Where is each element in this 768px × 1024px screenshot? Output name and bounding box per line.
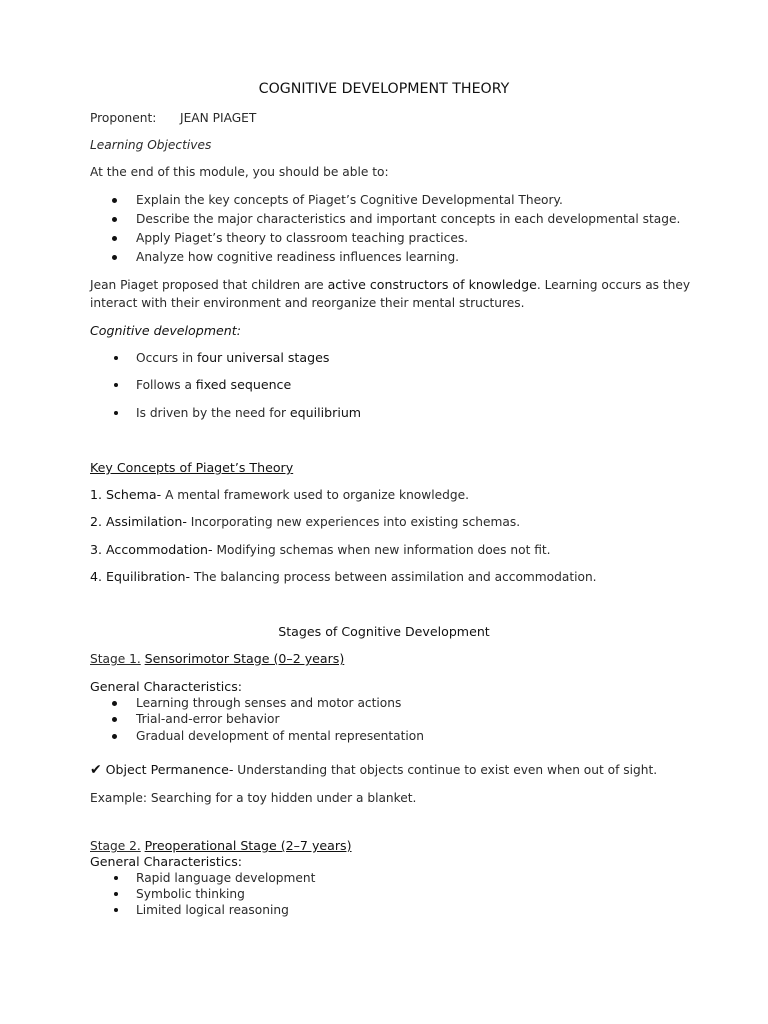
bullet-icon bbox=[114, 876, 118, 880]
stage-2-prefix: Stage 2. bbox=[90, 839, 141, 853]
bullet-icon bbox=[112, 236, 117, 241]
objective-item: Explain the key concepts of Piaget’s Cognitive Developmental Theory. bbox=[136, 193, 563, 207]
key-concept-item: 2. Assimilation- Incorporating new experiences into existing schemas. bbox=[90, 514, 521, 529]
stage-1-heading bbox=[90, 651, 344, 667]
object-permanence-term: Object Permanence- bbox=[105, 762, 234, 777]
stage-1-characteristics-label: General Characteristics: bbox=[90, 679, 243, 694]
stage-1-item: Gradual development of mental representation bbox=[136, 729, 424, 743]
intro-text: Jean Piaget proposed that children are bbox=[90, 278, 328, 292]
document-title: COGNITIVE DEVELOPMENT THEORY bbox=[258, 81, 510, 97]
bullet-icon bbox=[112, 198, 117, 203]
bullet-icon bbox=[112, 717, 117, 722]
key-concepts-heading: Key Concepts of Piaget’s Theory bbox=[90, 460, 294, 475]
stage-2-characteristics-label: General Characteristics: bbox=[90, 854, 243, 869]
cognitive-development-heading: Cognitive development: bbox=[90, 323, 241, 338]
stage-1-item: Trial-and-error behavior bbox=[136, 712, 280, 726]
bullet-icon bbox=[112, 734, 117, 739]
intro-bold: active constructors of knowledge bbox=[327, 277, 537, 292]
object-permanence-line bbox=[90, 762, 657, 778]
intro-paragraph-line1 bbox=[90, 277, 690, 293]
stage-2-name: Preoperational Stage (2–7 years) bbox=[144, 838, 352, 853]
bullet-icon bbox=[114, 411, 118, 415]
objective-item: Describe the major characteristics and important concepts in each developmental stage. bbox=[136, 212, 681, 226]
bullet-icon bbox=[114, 892, 118, 896]
stage-2-item: Rapid language development bbox=[136, 871, 316, 885]
cognitive-item: Is driven by the need for equilibrium bbox=[136, 405, 362, 420]
objectives-heading: Learning Objectives bbox=[90, 138, 212, 152]
bullet-icon bbox=[112, 255, 117, 260]
objective-item: Apply Piaget’s theory to classroom teaching practices. bbox=[136, 231, 469, 245]
intro-paragraph-line2: interact with their environment and reorganize their mental structures. bbox=[90, 296, 525, 310]
cognitive-item: Follows a fixed sequence bbox=[136, 377, 292, 392]
bullet-icon bbox=[114, 908, 118, 912]
proponent-label: Proponent: bbox=[90, 111, 157, 125]
check-mark-icon: ✔ bbox=[90, 762, 102, 778]
stage-2-item: Symbolic thinking bbox=[136, 887, 245, 901]
bullet-icon bbox=[114, 383, 118, 387]
stage-1-item: Learning through senses and motor actions bbox=[136, 696, 402, 710]
bullet-icon bbox=[112, 217, 117, 222]
objectives-intro: At the end of this module, you should be able to: bbox=[90, 165, 389, 179]
stage-1-example: Example: Searching for a toy hidden under a blanket. bbox=[90, 791, 417, 805]
stage-2-item: Limited logical reasoning bbox=[136, 903, 289, 917]
objective-item: Analyze how cognitive readiness influences learning. bbox=[136, 250, 460, 264]
key-concept-item: 1. Schema- A mental framework used to organize knowledge. bbox=[90, 487, 469, 502]
proponent-name: JEAN PIAGET bbox=[180, 111, 257, 125]
object-permanence-def: Understanding that objects continue to exist even when out of sight. bbox=[233, 763, 658, 777]
intro-text-after: . Learning occurs as they bbox=[536, 278, 691, 292]
stages-heading: Stages of Cognitive Development bbox=[278, 624, 490, 639]
bullet-icon bbox=[112, 701, 117, 706]
stage-1-prefix: Stage 1. bbox=[90, 652, 141, 666]
key-concept-item: 3. Accommodation- Modifying schemas when new information does not fit. bbox=[90, 542, 551, 557]
stage-1-name: Sensorimotor Stage (0–2 years) bbox=[144, 651, 345, 666]
cognitive-item: Occurs in four universal stages bbox=[136, 350, 330, 365]
stage-2-heading bbox=[90, 838, 352, 854]
key-concept-item: 4. Equilibration- The balancing process between assimilation and accommodation. bbox=[90, 569, 597, 584]
bullet-icon bbox=[114, 356, 118, 360]
